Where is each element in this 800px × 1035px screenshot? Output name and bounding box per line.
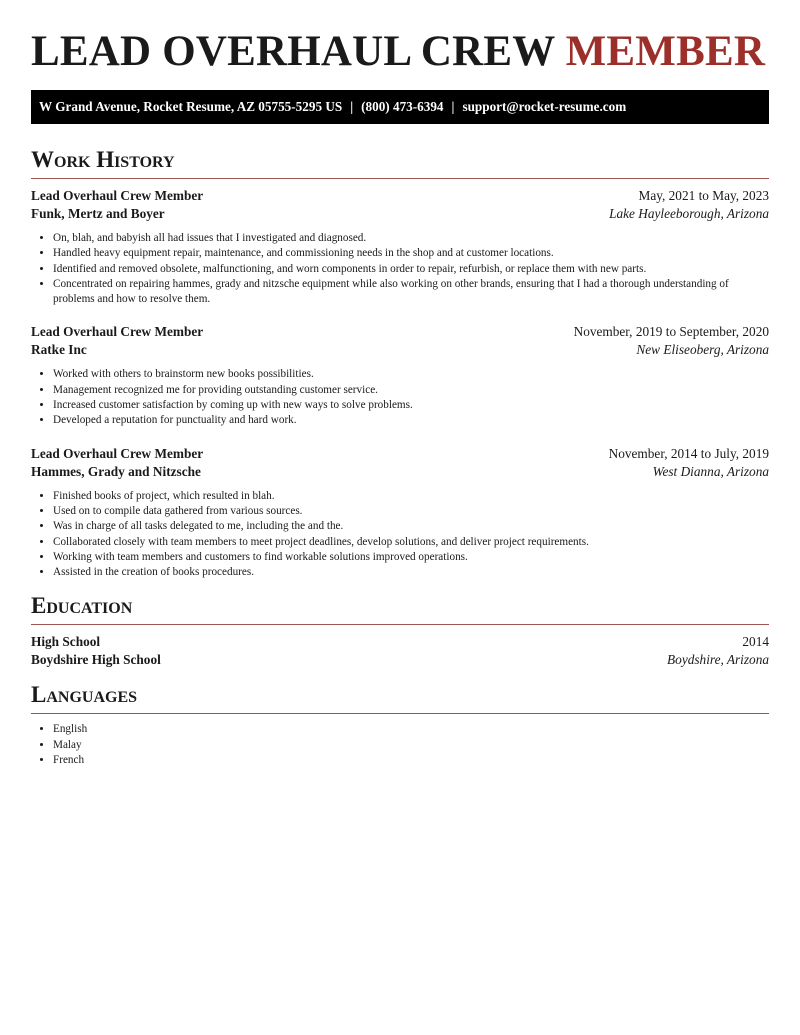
work-entry-header [31,323,769,341]
list-item: • Collaborated closely with team members to meet project deadlines, develop solutions, and deliver project requirements. [53,535,769,550]
job-title: Lead Overhaul Crew Member [31,324,204,340]
work-history-section [31,146,769,580]
section-divider [31,624,769,625]
contact-separator: | [350,99,354,114]
company-name: Ratke Inc [31,342,87,358]
section-heading-languages: Languages [31,682,138,708]
company-name: Funk, Mertz and Boyer [31,206,165,221]
work-entry [31,323,769,428]
list-item: • Worked with others to brainstorm new books possibilities. [53,367,769,382]
list-item: • Finished books of project, which resulted in blah. [53,489,769,504]
title-accent: MEMBER [565,28,766,75]
languages-section [31,681,769,768]
work-entry [31,445,769,581]
education-section [31,592,769,669]
education-entry-subheader [31,651,769,669]
graduation-year: 2014 [742,634,769,650]
title-main: LEAD OVERHAUL CREW [31,28,566,75]
work-entry-subheader [31,463,769,481]
contact-bar [31,90,769,124]
work-entry-subheader [31,341,769,359]
list-item: • Working with team members and customers to find workable solutions improved operations. [53,550,769,565]
list-item: • On, blah, and babyish all had issues that I investigated and diagnosed. [53,231,769,246]
list-item: • Management recognized me for providing outstanding customer service. [53,383,769,398]
list-item: • English [53,722,769,737]
resume-title [31,28,769,76]
job-location: West Dianna, Arizona [652,463,769,479]
job-location: Lake Hayleeborough, Arizona [609,206,769,221]
job-title: Lead Overhaul Crew Member [31,188,204,203]
job-dates: May, 2021 to May, 2023 [638,188,769,203]
list-item: • Developed a reputation for punctuality and hard work. [53,413,769,428]
section-divider [31,713,769,714]
list-item: • Malay [53,738,769,753]
list-item: • Identified and removed obsolete, malfunctioning, and worn components in order to repair, refurbish, or replace them with new parts. [53,262,769,277]
contact-phone: (800) 473-6394 [361,99,444,114]
job-title: Lead Overhaul Crew Member [31,445,204,461]
education-entry-header [31,633,769,651]
section-heading-work-history: Work History [31,147,175,172]
work-entry-header [31,445,769,463]
school-name: Boydshire High School [31,652,161,668]
degree: High School [31,634,101,650]
job-location: New Eliseoberg, Arizona [636,342,769,358]
school-location: Boydshire, Arizona [667,652,769,668]
list-item: • Concentrated on repairing hammes, grady and nitzsche equipment while also working on other brands, ensuring that I had a thorough understanding of problems and how to resolve them. [53,277,769,308]
job-bullets [31,231,769,307]
job-dates: November, 2014 to July, 2019 [608,445,769,461]
list-item: • Assisted in the creation of books procedures. [53,565,769,580]
list-item: • Handled heavy equipment repair, maintenance, and commissioning needs in the shop and at customer locations. [53,246,769,261]
list-item: • French [53,753,769,768]
language-list [31,722,769,768]
job-bullets [31,489,769,581]
list-item: • Used on to compile data gathered from various sources. [53,504,769,519]
list-item: • Was in charge of all tasks delegated to me, including the and the. [53,519,769,534]
contact-separator: | [451,99,455,114]
contact-email: support@rocket-resume.com [462,99,627,114]
company-name: Hammes, Grady and Nitzsche [31,463,201,479]
section-heading-education: Education [31,593,133,619]
list-item: • Increased customer satisfaction by coming up with new ways to solve problems. [53,398,769,413]
job-dates: November, 2019 to September, 2020 [573,324,769,340]
work-entry-subheader [31,205,769,223]
education-entry [31,633,769,669]
work-entry-header [31,187,769,205]
work-entry [31,187,769,307]
section-divider [31,178,769,179]
job-bullets [31,367,769,428]
contact-address: W Grand Avenue, Rocket Resume, AZ 05755-5295 US [39,99,343,114]
